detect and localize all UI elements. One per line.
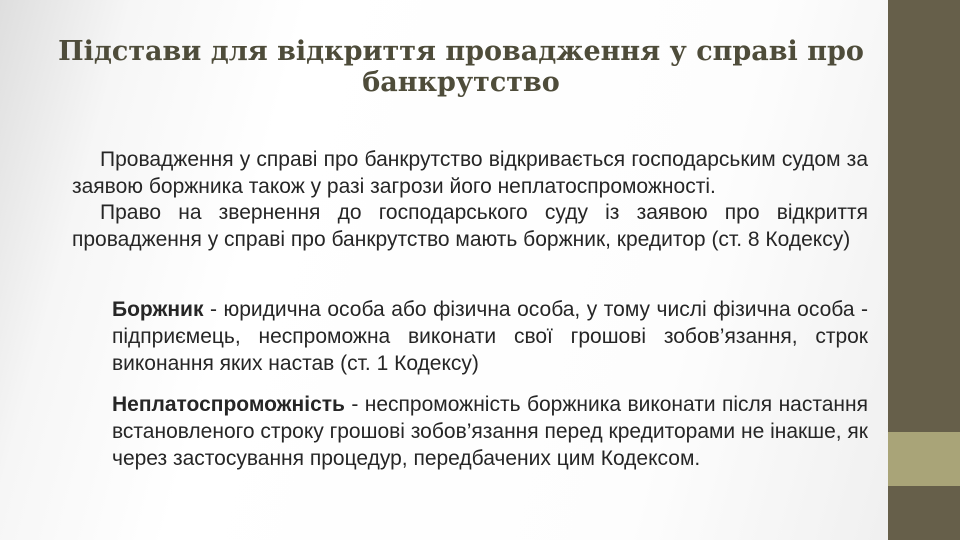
definition-insolvency-text: - неспроможність боржника виконати після настання встановленого строку грошові зобов’язання перед кредиторами не інакше, як через застосування процедур, передбачених цим Кодексом. (112, 393, 868, 470)
slide-title: Підстави для відкриття провадження у справі про банкрутство (58, 36, 864, 98)
right-accent-bars (888, 0, 960, 540)
paragraph-bankruptcy-opening: Провадження у справі про банкрутство відкривається господарським судом за заявою боржника також у разі загрози його неплатоспроможності. (72, 148, 868, 198)
definition-debtor (112, 296, 868, 377)
accent-bar-dark-top (888, 0, 960, 432)
accent-bar-khaki (888, 432, 960, 486)
definition-debtor-text: - юридична особа або фізична особа, у тому числі фізична особа - підприємець, неспроможна виконати свої грошові зобов’язання, строк виконання яких настав (ст. 1 Кодексу) (112, 298, 868, 375)
accent-bar-dark-bottom (888, 486, 960, 540)
definition-debtor-term: Боржник (112, 298, 204, 321)
paragraph-right-to-apply: Право на звернення до господарського суду із заявою про відкриття провадження у справі про банкрутство мають боржник, кредитор (ст. 8 Кодексу) (72, 201, 868, 251)
definition-insolvency-term: Неплатоспроможність (112, 393, 345, 416)
definition-insolvency (112, 391, 868, 472)
